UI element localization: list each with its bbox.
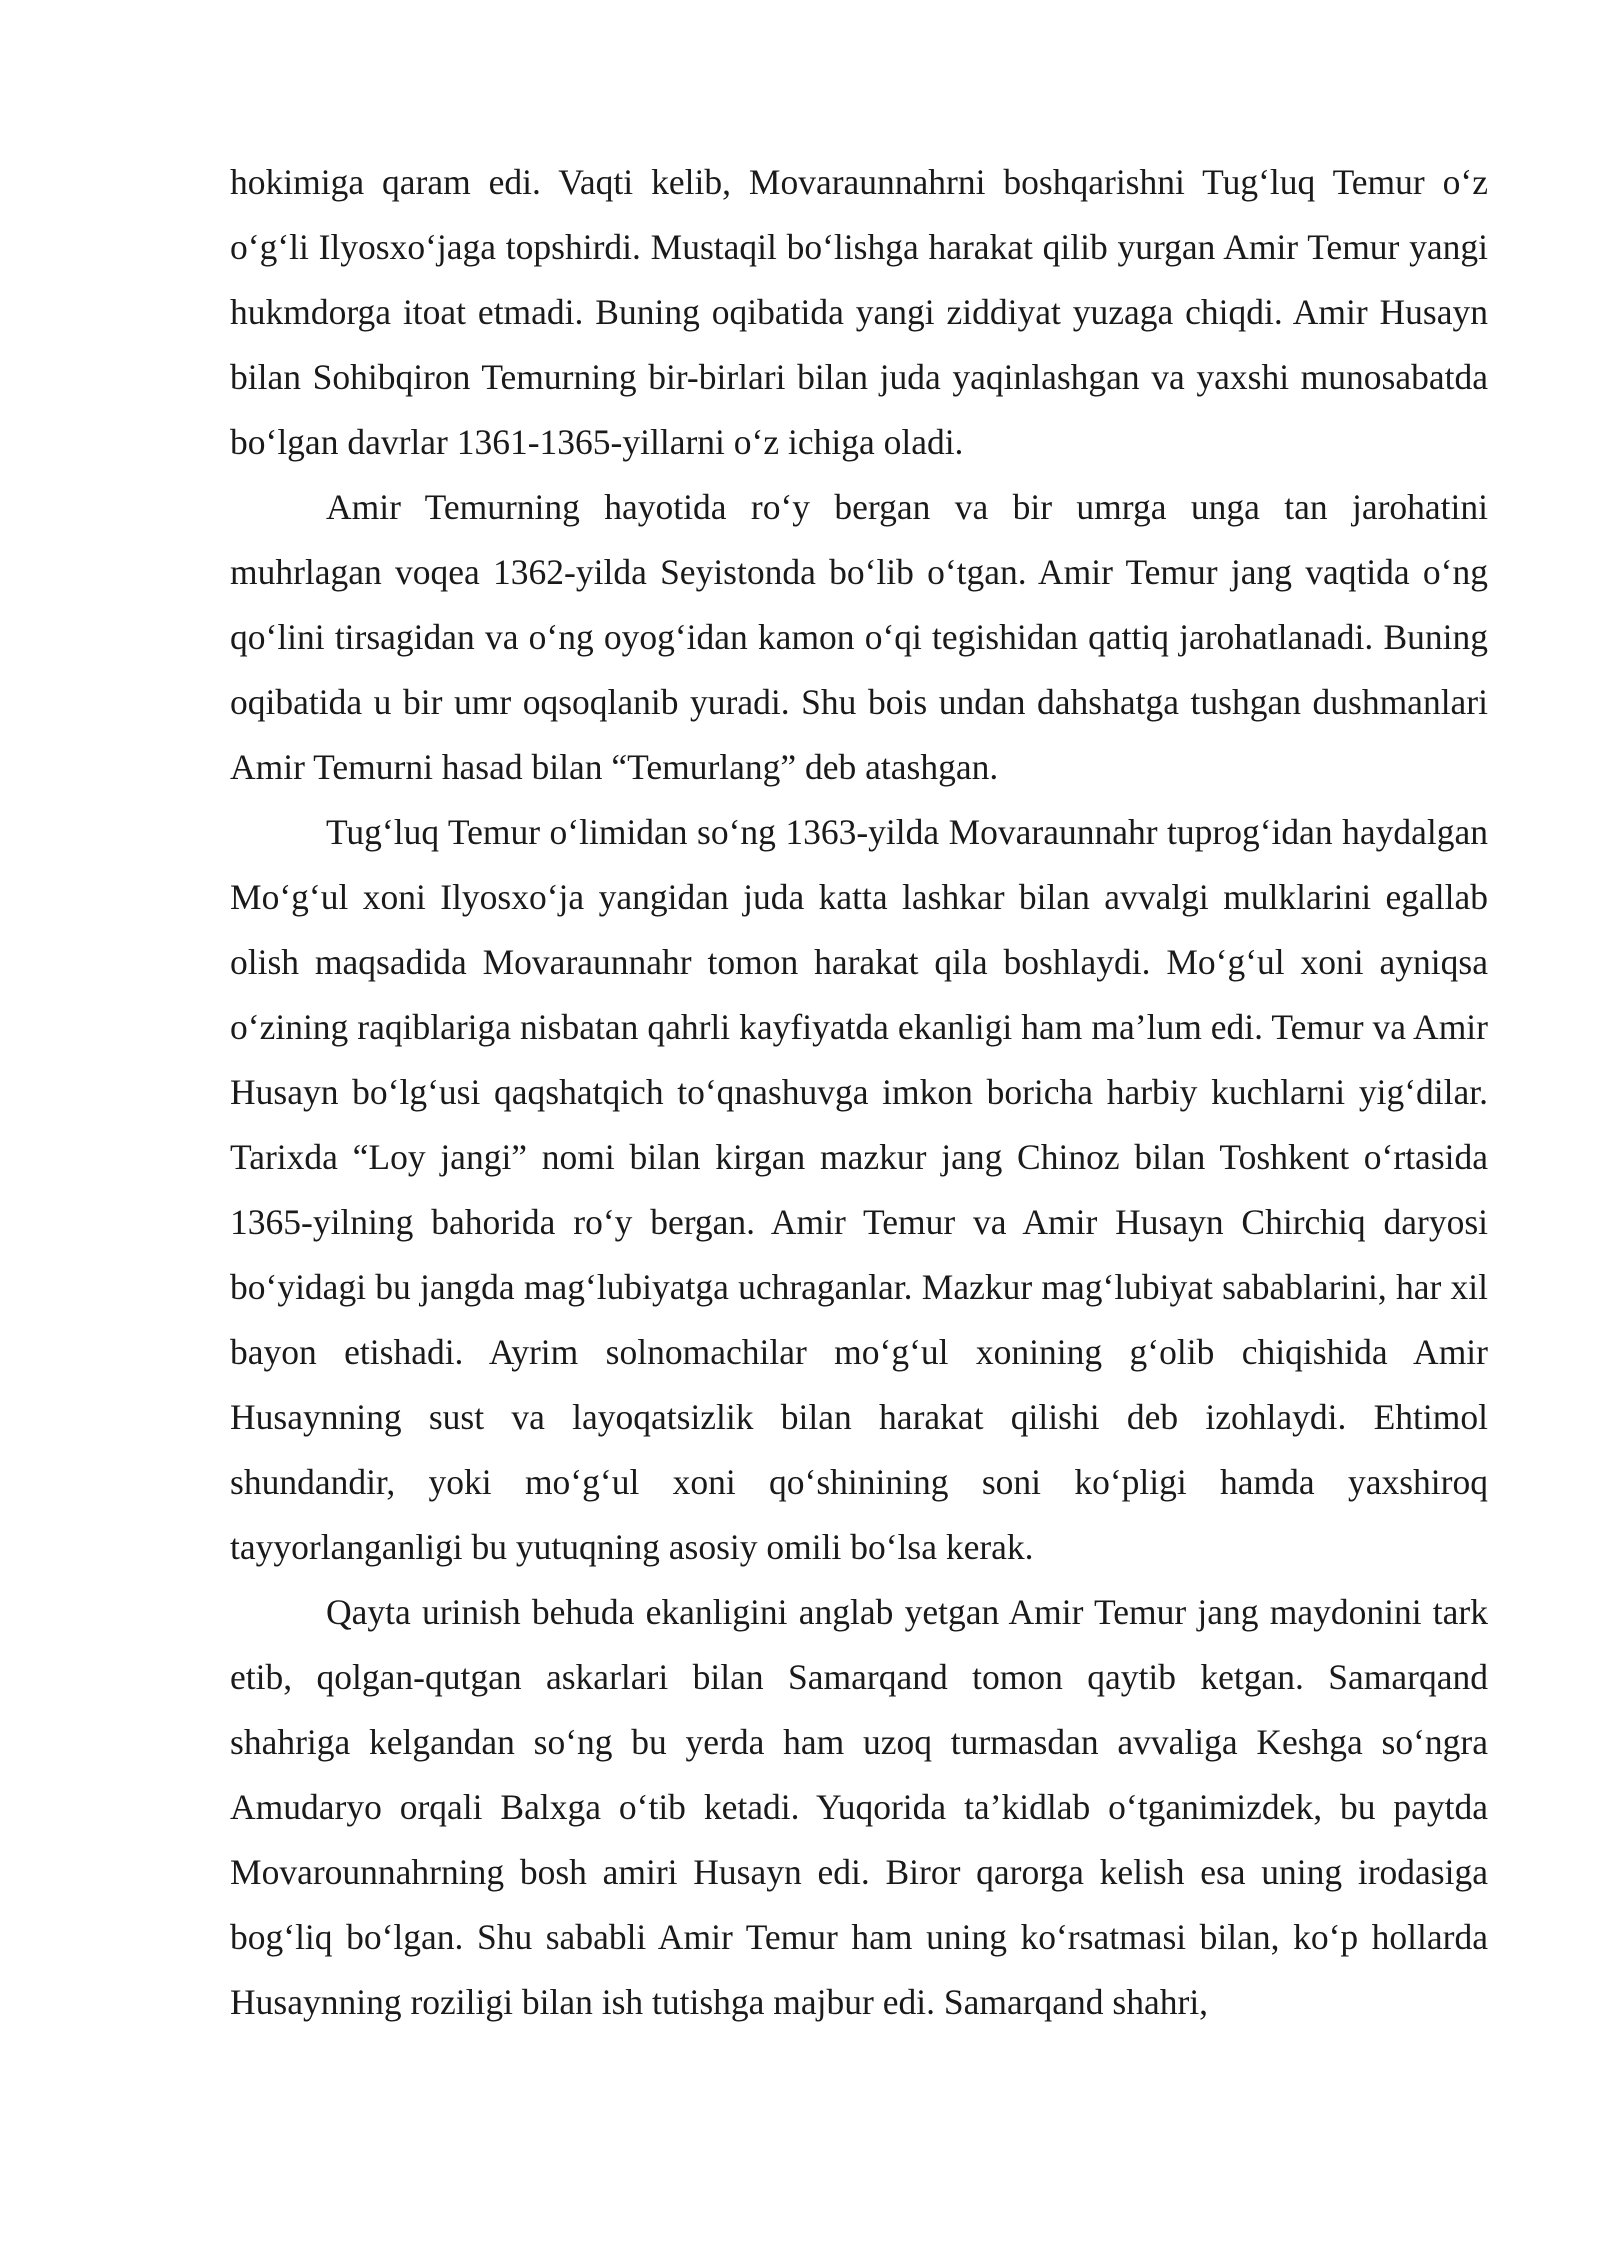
- paragraph-1: hokimiga qaram edi. Vaqti kelib, Movaraunnahrni boshqarishni Tug‘luq Temur o‘z o‘g‘li Ilyosxo‘jaga topshirdi. Mustaqil bo‘lishga harakat qilib yurgan Amir Temur yangi hukmdorga itoat etmadi. Buning oqibatida yangi ziddiyat yuzaga chiqdi. Amir Husayn bilan Sohibqiron Temurning bir-birlari bilan juda yaqinlashgan va yaxshi munosabatda bo‘lgan davrlar 1361-1365-yillarni o‘z ichiga oladi.: [230, 162, 1488, 462]
- paragraph-2: Amir Temurning hayotida ro‘y bergan va bir umrga unga tan jarohatini muhrlagan voqea 1362-yilda Seyistonda bo‘lib o‘tgan. Amir Temur jang vaqtida o‘ng qo‘lini tirsagidan va o‘ng oyog‘idan kamon o‘qi tegishidan qattiq jarohatlanadi. Buning oqibatida u bir umr oqsoqlanib yuradi. Shu bois undan dahshatga tushgan dushmanlari Amir Temurni hasad bilan “Temurlang” deb atashgan.: [230, 487, 1488, 787]
- paragraph-3: Tug‘luq Temur o‘limidan so‘ng 1363-yilda Movaraunnahr tuprog‘idan haydalgan Mo‘g‘ul xoni Ilyosxo‘ja yangidan juda katta lashkar bilan avvalgi mulklarini egallab olish maqsadida Movaraunnahr tomon harakat qila boshlaydi. Mo‘g‘ul xoni ayniqsa o‘zining raqiblariga nisbatan qahrli kayfiyatda ekanligi ham ma’lum edi. Temur va Amir Husayn bo‘lg‘usi qaqshatqich to‘qnashuvga imkon boricha harbiy kuchlarni yig‘dilar. Tarixda “Loy jangi” nomi bilan kirgan mazkur jang Chinoz bilan Toshkent o‘rtasida 1365-yilning bahorida ro‘y bergan. Amir Temur va Amir Husayn Chirchiq daryosi bo‘yidagi bu jangda mag‘lubiyatga uchraganlar. Mazkur mag‘lubiyat sabablarini, har xil bayon etishadi. Ayrim solnomachilar mo‘g‘ul xonining g‘olib chiqishida Amir Husaynning sust va layoqatsizlik bilan harakat qilishi deb izohlaydi. Ehtimol shundandir, yoki mo‘g‘ul xoni qo‘shinining soni ko‘pligi hamda yaxshiroq tayyorlanganligi bu yutuqning asosiy omili bo‘lsa kerak.: [230, 812, 1488, 1567]
- document-page: [230, 150, 1488, 2035]
- paragraph-4: Qayta urinish behuda ekanligini anglab yetgan Amir Temur jang maydonini tark etib, qolgan-qutgan askarlari bilan Samarqand tomon qaytib ketgan. Samarqand shahriga kelgandan so‘ng bu yerda ham uzoq turmasdan avvaliga Keshga so‘ngra Amudaryo orqali Balxga o‘tib ketadi. Yuqorida ta’kidlab o‘tganimizdek, bu paytda Movarounnahrning bosh amiri Husayn edi. Biror qarorga kelish esa uning irodasiga bog‘liq bo‘lgan. Shu sababli Amir Temur ham uning ko‘rsatmasi bilan, ko‘p hollarda Husaynning roziligi bilan ish tutishga majbur edi. Samarqand shahri,: [230, 1592, 1488, 2022]
